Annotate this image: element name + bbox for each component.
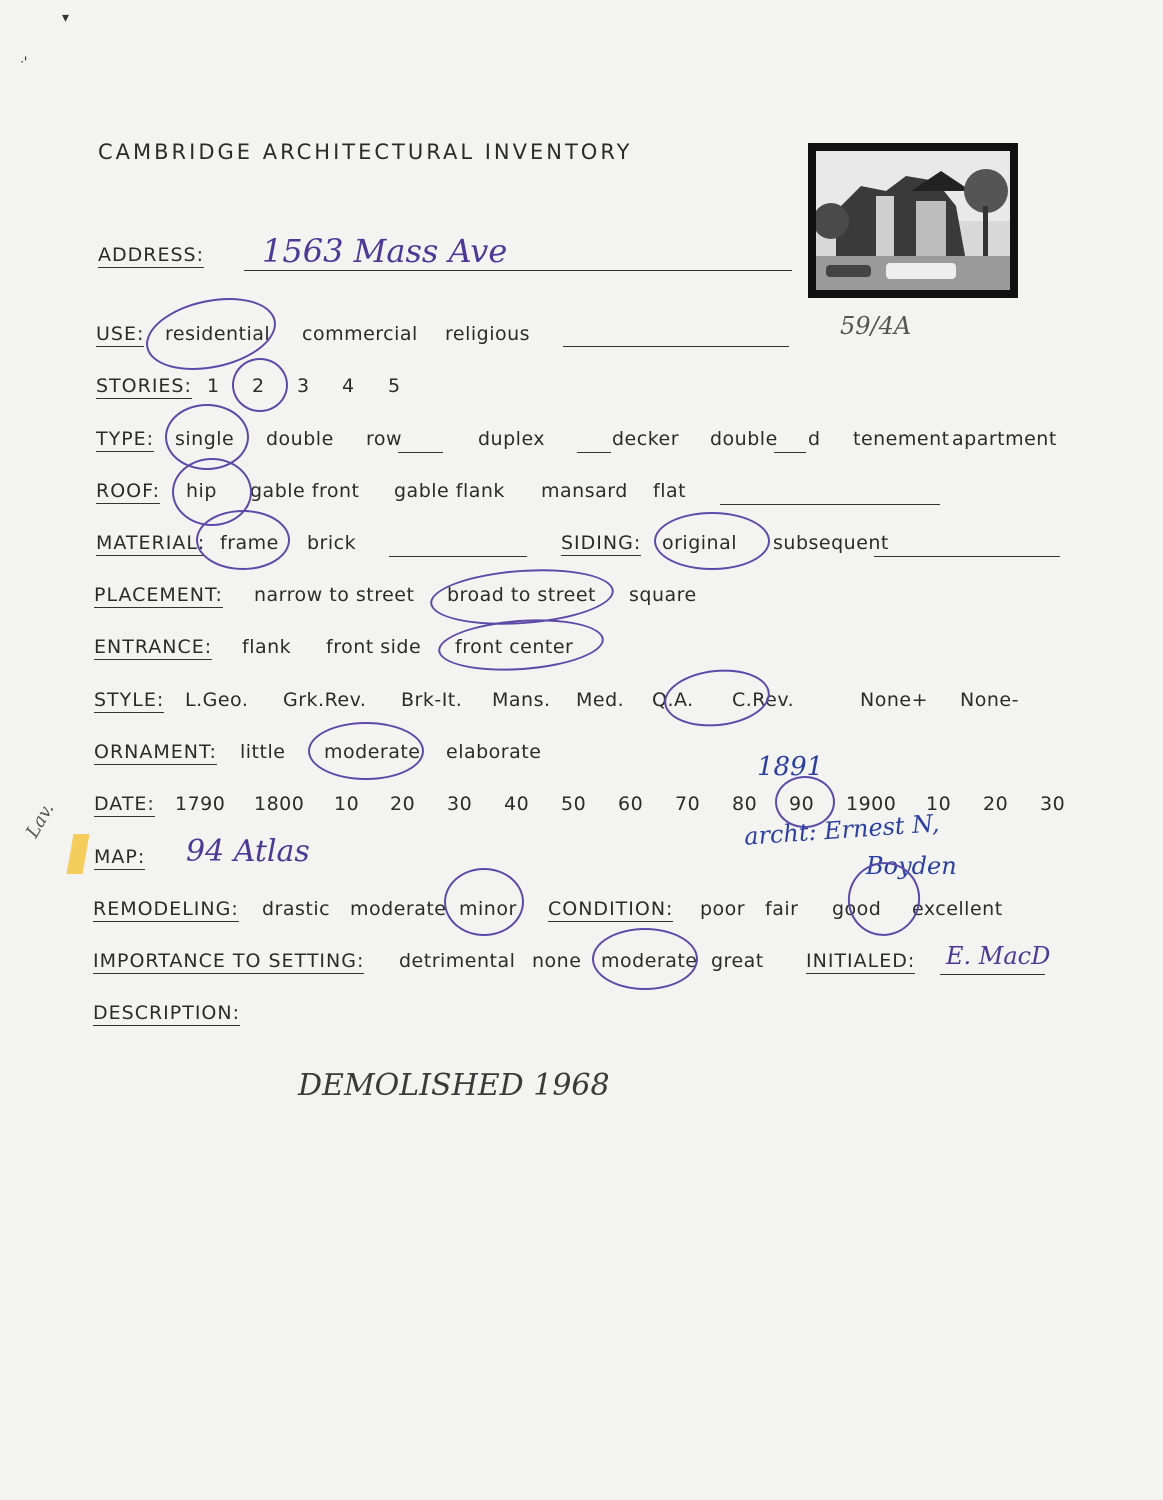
roof-option-hip[interactable]: hip bbox=[186, 480, 217, 502]
form-title: CAMBRIDGE ARCHITECTURAL INVENTORY bbox=[98, 140, 633, 164]
style-option-none-minus[interactable]: None- bbox=[960, 689, 1019, 711]
type-option-tenement[interactable]: tenement bbox=[853, 428, 950, 450]
use-option-religious[interactable]: religious bbox=[445, 323, 531, 345]
selection-circle bbox=[592, 928, 698, 990]
stories-option-1[interactable]: 1 bbox=[207, 375, 220, 397]
stories-label: STORIES: bbox=[96, 375, 192, 397]
style-option-lgeo[interactable]: L.Geo. bbox=[185, 689, 249, 711]
selection-circle bbox=[436, 614, 605, 675]
date-option-1930[interactable]: 30 bbox=[1040, 793, 1066, 815]
use-option-residential[interactable]: residential bbox=[165, 323, 271, 345]
use-option-commercial[interactable]: commercial bbox=[302, 323, 418, 345]
row-blank bbox=[398, 452, 443, 453]
type-option-double-d[interactable]: double bbox=[710, 428, 778, 450]
roof-option-gable-front[interactable]: gable front bbox=[250, 480, 360, 502]
style-option-mans[interactable]: Mans. bbox=[492, 689, 551, 711]
ornament-option-moderate[interactable]: moderate bbox=[324, 741, 421, 763]
placement-option-broad[interactable]: broad to street bbox=[447, 584, 597, 606]
ornament-option-little[interactable]: little bbox=[240, 741, 286, 763]
remodeling-option-minor[interactable]: minor bbox=[459, 898, 517, 920]
style-option-grkrev[interactable]: Grk.Rev. bbox=[283, 689, 367, 711]
highlight-mark bbox=[66, 834, 89, 874]
initialed-value: E. MacD bbox=[946, 942, 1051, 970]
style-option-crev[interactable]: C.Rev. bbox=[732, 689, 795, 711]
date-option-1900[interactable]: 1900 bbox=[846, 793, 897, 815]
entrance-option-front-center[interactable]: front center bbox=[455, 636, 574, 658]
condition-label: CONDITION: bbox=[548, 898, 674, 920]
condition-option-poor[interactable]: poor bbox=[700, 898, 746, 920]
date-option-1800[interactable]: 1800 bbox=[254, 793, 305, 815]
use-label: USE: bbox=[96, 323, 145, 345]
roof-label: ROOF: bbox=[96, 480, 160, 502]
date-option-40[interactable]: 40 bbox=[504, 793, 530, 815]
importance-label: IMPORTANCE TO SETTING: bbox=[93, 950, 365, 972]
map-label: MAP: bbox=[94, 846, 146, 868]
importance-option-great[interactable]: great bbox=[711, 950, 764, 972]
description-value: DEMOLISHED 1968 bbox=[298, 1068, 610, 1103]
type-label: TYPE: bbox=[96, 428, 155, 450]
style-option-qa[interactable]: Q.A. bbox=[652, 689, 694, 711]
siding-option-subsequent[interactable]: subsequent bbox=[773, 532, 889, 554]
stories-option-2[interactable]: 2 bbox=[252, 375, 265, 397]
date-option-50[interactable]: 50 bbox=[561, 793, 587, 815]
material-label: MATERIAL: bbox=[96, 532, 206, 554]
photo-reference: 59/4A bbox=[840, 312, 912, 340]
architect-note: archt: Ernest N, bbox=[743, 809, 941, 851]
date-note: 1891 bbox=[757, 752, 824, 782]
material-other-line bbox=[389, 556, 527, 557]
remodeling-option-drastic[interactable]: drastic bbox=[262, 898, 331, 920]
material-option-frame[interactable]: frame bbox=[220, 532, 279, 554]
scan-mark: ▾ bbox=[62, 10, 70, 26]
date-label: DATE: bbox=[94, 793, 155, 815]
condition-option-excellent[interactable]: excellent bbox=[912, 898, 1003, 920]
type-option-single[interactable]: single bbox=[175, 428, 235, 450]
stories-option-5[interactable]: 5 bbox=[388, 375, 401, 397]
date-option-70[interactable]: 70 bbox=[675, 793, 701, 815]
remodeling-label: REMODELING: bbox=[93, 898, 239, 920]
date-option-1920[interactable]: 20 bbox=[983, 793, 1009, 815]
type-option-double[interactable]: double bbox=[266, 428, 334, 450]
style-label: STYLE: bbox=[94, 689, 165, 711]
importance-option-detrimental[interactable]: detrimental bbox=[399, 950, 516, 972]
placement-option-square[interactable]: square bbox=[629, 584, 697, 606]
importance-option-none[interactable]: none bbox=[532, 950, 582, 972]
map-value: 94 Atlas bbox=[186, 834, 310, 869]
entrance-label: ENTRANCE: bbox=[94, 636, 213, 658]
house-photo-image bbox=[816, 151, 1010, 290]
date-option-30[interactable]: 30 bbox=[447, 793, 473, 815]
placement-label: PLACEMENT: bbox=[94, 584, 223, 606]
roof-option-mansard[interactable]: mansard bbox=[541, 480, 628, 502]
ornament-option-elaborate[interactable]: elaborate bbox=[446, 741, 542, 763]
siding-option-original[interactable]: original bbox=[662, 532, 738, 554]
stories-option-3[interactable]: 3 bbox=[297, 375, 310, 397]
date-option-1910[interactable]: 10 bbox=[926, 793, 952, 815]
selection-circle bbox=[444, 868, 524, 936]
importance-option-moderate[interactable]: moderate bbox=[601, 950, 698, 972]
type-option-apartment[interactable]: apartment bbox=[952, 428, 1057, 450]
selection-circle bbox=[308, 722, 424, 780]
type-option-decker[interactable]: decker bbox=[612, 428, 680, 450]
initialed-line bbox=[940, 974, 1045, 975]
stories-option-4[interactable]: 4 bbox=[342, 375, 355, 397]
entrance-option-flank[interactable]: flank bbox=[242, 636, 292, 658]
double-d-blank bbox=[774, 452, 806, 453]
roof-option-gable-flank[interactable]: gable flank bbox=[394, 480, 505, 502]
architect-note-name: Boyden bbox=[866, 852, 957, 880]
type-option-duplex[interactable]: duplex bbox=[478, 428, 546, 450]
selection-circle bbox=[661, 665, 772, 732]
condition-option-fair[interactable]: fair bbox=[765, 898, 799, 920]
condition-option-good[interactable]: good bbox=[832, 898, 882, 920]
siding-label: SIDING: bbox=[561, 532, 642, 554]
date-option-10[interactable]: 10 bbox=[334, 793, 360, 815]
style-option-med[interactable]: Med. bbox=[576, 689, 625, 711]
remodeling-option-moderate[interactable]: moderate bbox=[350, 898, 447, 920]
map-margin-note: Lav. bbox=[22, 799, 59, 842]
date-option-60[interactable]: 60 bbox=[618, 793, 644, 815]
description-label: DESCRIPTION: bbox=[93, 1002, 241, 1024]
address-label: ADDRESS: bbox=[98, 244, 204, 266]
roof-option-flat[interactable]: flat bbox=[653, 480, 687, 502]
type-option-row[interactable]: row bbox=[366, 428, 403, 450]
selection-circle bbox=[232, 358, 288, 412]
selection-circle bbox=[654, 512, 770, 570]
selection-circle bbox=[196, 510, 290, 570]
date-option-20[interactable]: 20 bbox=[390, 793, 416, 815]
building-photo bbox=[808, 143, 1018, 298]
address-value: 1563 Mass Ave bbox=[262, 232, 508, 270]
type-option-d[interactable]: d bbox=[808, 428, 821, 450]
roof-other-line bbox=[720, 504, 940, 505]
siding-other-line bbox=[874, 556, 1060, 557]
scan-mark: ᐧ' bbox=[20, 55, 28, 71]
style-option-none-plus[interactable]: None+ bbox=[860, 689, 928, 711]
initialed-label: INITIALED: bbox=[806, 950, 916, 972]
decker-blank bbox=[577, 452, 611, 453]
material-option-brick[interactable]: brick bbox=[307, 532, 357, 554]
date-option-1790[interactable]: 1790 bbox=[175, 793, 226, 815]
style-option-brkit[interactable]: Brk-It. bbox=[401, 689, 463, 711]
placement-option-narrow[interactable]: narrow to street bbox=[254, 584, 415, 606]
use-other-line bbox=[563, 346, 789, 347]
entrance-option-front-side[interactable]: front side bbox=[326, 636, 422, 658]
date-option-90[interactable]: 90 bbox=[789, 793, 815, 815]
date-option-80[interactable]: 80 bbox=[732, 793, 758, 815]
address-line bbox=[244, 270, 792, 271]
ornament-label: ORNAMENT: bbox=[94, 741, 217, 763]
